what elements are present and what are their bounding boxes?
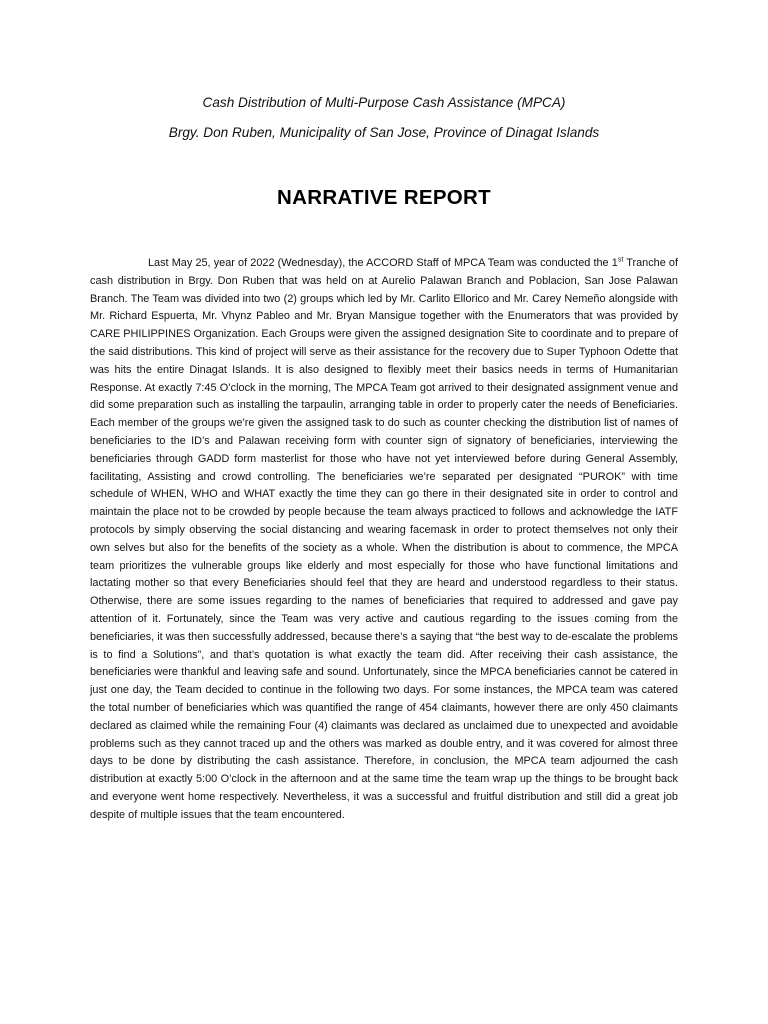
document-subtitle-location: Brgy. Don Ruben, Municipality of San Jose, Province of Dinagat Islands bbox=[168, 125, 600, 140]
paragraph-body-text: Tranche of cash distribution in Brgy. Don Ruben that was held on at Aurelio Palawan Branch and Poblacion, San Jose Palawan Branch. The Team was divided into two (2) groups which led by Mr. Carlito Ellorico and Mr. Carey Nemeño alongside with Mr. Richard Espuerta, Mr. Vhynz Pableo and Mr. Bryan Mansigue together with the Enumerators that was provided by CARE PHILIPPINES Organization. Each Groups were given the assigned designation Site to coordinate and to prepare of the said distributions. This kind of project will serve as their assistance for the recovery due to Super Typhoon Odette that was hits the entire Dinagat Islands. It is also designed to flexibly meet their basics needs in terms of Humanitarian Response. At exactly 7:45 O’clock in the morning, The MPCA Team got arrived to their designated assignment venue and did some preparation such as installing the tarpaulin, arranging table in order to properly cater the needs of Beneficiaries. Each member of the groups we’re given the assigned task to do such as counter checking the distribution list of names of beneficiaries to the ID’s and Palawan receiving form with counter sign of signatory of beneficiaries, interviewing the beneficiaries through GADD form masterlist for those who have not yet interviewed before during General Assembly, facilitating, Assisting and crowd controlling. The beneficiaries we’re separated per designated “PUROK” with time schedule of WHEN, WHO and WHAT exactly the time they can go there in their designated site in order to control and maintain the place not to be crowded by people because the team always practiced to follows and acknowledge the IATF protocols by simply observing the social distancing and wearing facemask in order to protect themselves not only their own selves but also for the benefits of the society as a whole. When the distribution is about to commence, the MPCA team prioritizes the vulnerable groups like elderly and most especially for those who have functional limitations and lactating mother so that every Beneficiaries should feel that they are heard and understood regardless to their status. Otherwise, there are some issues regarding to the names of beneficiaries that required to addressed and gave pay attention of it. Fortunately, since the Team was very active and cautious regarding to the issues coming from the beneficiaries, it was then successfully addressed, because there’s a saying that “the best way to de-escalate the problems is to find a Solutions”, and that’s quotation is what exactly the team did. After receiving their cash assistance, the beneficiaries were thankful and leaving safe and sound. Unfortunately, since the MPCA beneficiaries cannot be catered in just one day, the Team decided to continue in the following two days. For some instances, the MPCA team was catered the total number of beneficiaries which was quantified the range of 454 claimants, however there are only 450 claimants declared as claimed while the remaining Four (4) claimants was declared as unclaimed due to unexpected and avoidable problems such as they cannot traced up and the others was marked as double entry, and it was covered for almost three days to be done by distributing the cash assistance. Therefore, in conclusion, the MPCA team adjourned the cash distribution at exactly 5:00 O’clock in the afternoon and at the same time the team wrap up the things to be brought back and everyone went home respectively. Nevertheless, it was a successful and fruitful distribution and still did a great job despite of multiple issues that the team encountered. bbox=[90, 257, 678, 821]
report-title: NARRATIVE REPORT bbox=[277, 186, 491, 209]
document-subtitle-activity: Cash Distribution of Multi-Purpose Cash Assistance (MPCA) bbox=[202, 95, 566, 110]
paragraph-lead-text: Last May 25, year of 2022 (Wednesday), the ACCORD Staff of MPCA Team was conducted the 1 bbox=[148, 257, 618, 269]
ordinal-superscript: st bbox=[617, 256, 624, 264]
narrative-paragraph bbox=[90, 255, 678, 825]
